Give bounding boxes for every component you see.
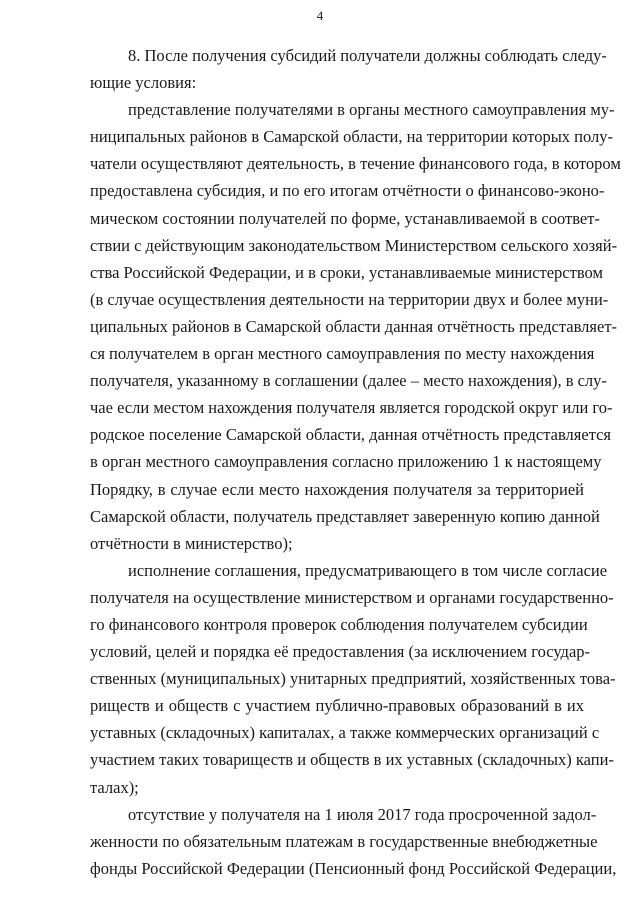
text-line: получателя на осуществление министерством и органами государственно-	[90, 587, 614, 607]
text-line: отчётности в министерство);	[90, 533, 293, 553]
text-line: ниципальных районов в Самарской области, на территории которых полу-	[90, 127, 614, 147]
page-number: 4	[316, 8, 324, 23]
text-line: фонды Российской Федерации (Пенсионный фонд Российской Федерации,	[90, 858, 617, 878]
text-line: ства Российской Федерации, и в сроки, устанавливаемые министерством	[90, 262, 603, 282]
document-body	[90, 42, 621, 882]
text-line: предоставлена субсидия, и по его итогам отчётности о финансово-эконо-	[90, 181, 605, 201]
text-line: исполнение соглашения, предусматривающего в том числе согласие	[128, 560, 608, 580]
text-line: условий, целей и порядка её предоставления (за исключением государ-	[90, 642, 591, 662]
text-line: чае если местом нахождения получателя является городской округ или го-	[90, 398, 613, 418]
text-line: ющие условия:	[90, 73, 197, 93]
paragraph-item-8	[90, 42, 607, 96]
text-line: чатели осуществляют деятельность, в течение финансового года, в котором	[90, 154, 621, 174]
text-line: мическом состоянии получателей по форме, устанавливаемой в соответ-	[90, 208, 600, 228]
text-line: ся получателем в орган местного самоуправления по месту нахождения	[90, 344, 595, 364]
text-line: участием таких товариществ и обществ в их уставных (складочных) капи-	[90, 750, 614, 770]
text-line: получателя, указанному в соглашении (далее – место нахождения), в слу-	[90, 371, 607, 391]
paragraph-no-debt-condition	[90, 801, 617, 882]
text-line: отсутствие у получателя на 1 июля 2017 года просроченной задол-	[128, 804, 597, 824]
text-line: Порядку, в случае если место нахождения получателя за территорией	[90, 479, 584, 499]
text-line: уставных (складочных) капиталах, а также коммерческих организаций с	[90, 723, 600, 743]
text-line: го финансового контроля проверок соблюдения получателем субсидии	[90, 614, 588, 634]
text-line: ственных (муниципальных) унитарных предприятий, хозяйственных това-	[90, 669, 616, 689]
text-line: родское поселение Самарской области, данная отчётность представляется	[90, 425, 612, 445]
text-line: 8. После получения субсидий получатели должны соблюдать следу-	[128, 46, 607, 65]
text-line: (в случае осуществления деятельности на территории двух и более муни-	[90, 289, 609, 309]
text-line: представление получателями в органы местного самоуправления му-	[128, 100, 615, 120]
text-line: женности по обязательным платежам в государственные внебюджетные	[90, 831, 598, 851]
text-line: Самарской области, получатель представляет заверенную копию данной	[90, 506, 600, 526]
text-line: талах);	[90, 777, 139, 797]
text-line: риществ и обществ с участием публично-правовых образований в их	[90, 696, 584, 716]
text-line: в орган местного самоуправления согласно приложению 1 к настоящему	[90, 452, 602, 472]
paragraph-reporting-condition	[90, 96, 621, 557]
text-line: ствии с действующим законодательством Министерством сельского хозяй-	[90, 235, 618, 255]
text-line: ципальных районов в Самарской области данная отчётность представляет-	[90, 316, 618, 336]
paragraph-agreement-condition	[90, 557, 616, 801]
